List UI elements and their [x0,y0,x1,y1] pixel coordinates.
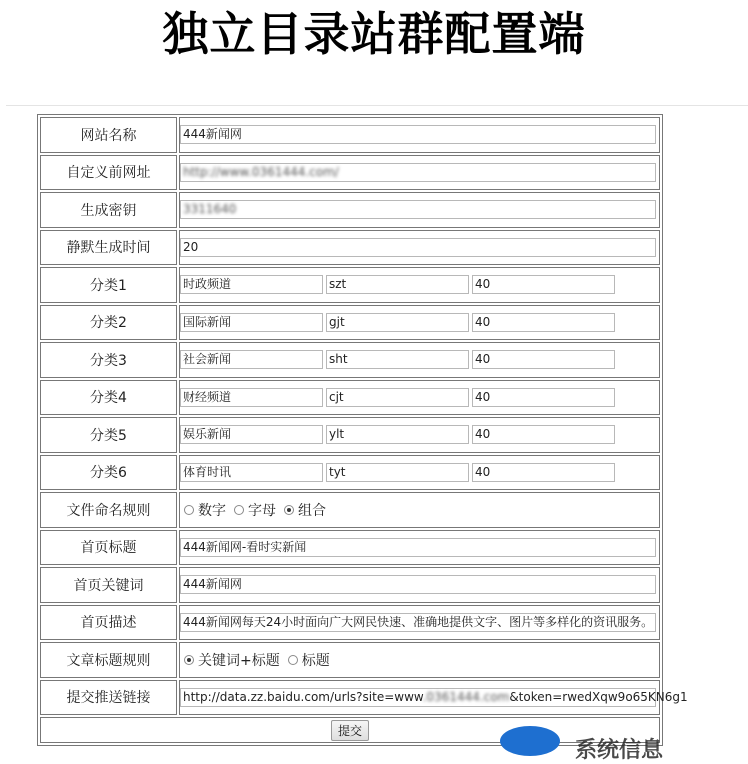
radio-combined[interactable] [284,505,294,515]
site-name-label: 网站名称 [40,117,177,153]
file-rule-label: 文件命名规则 [40,492,177,528]
site-name-input[interactable]: 444新闻网 [180,125,656,144]
row-file-rule [40,492,660,528]
category-slug-input[interactable]: tyt [326,463,469,482]
category-count-input[interactable]: 40 [472,388,615,407]
category-label: 分类6 [40,455,177,491]
radio-label: 标题 [301,652,330,669]
category-name-input[interactable]: 社会新闻 [180,350,323,369]
category-name-input[interactable]: 财经频道 [180,388,323,407]
row-push-link [40,680,660,716]
category-name-input[interactable]: 时政频道 [180,275,323,294]
category-name-input[interactable]: 娱乐新闻 [180,425,323,444]
row-static-time [40,230,660,266]
category-slug-input[interactable]: gjt [326,313,469,332]
category-count-input[interactable]: 40 [472,313,615,332]
row-category-5 [40,417,660,453]
page-title: 独立目录站群配置端 [162,7,586,61]
radio-label: 字母 [248,502,276,519]
category-label: 分类4 [40,380,177,416]
divider [6,105,748,106]
home-desc-label: 首页描述 [40,605,177,641]
secret-label: 生成密钥 [40,192,177,228]
secret-input[interactable] [180,200,656,219]
file-rule-radio-group [180,500,659,520]
home-keywords-label: 首页关键词 [40,567,177,603]
category-label: 分类1 [40,267,177,303]
home-title-label: 首页标题 [40,530,177,566]
category-slug-input[interactable]: ylt [326,425,469,444]
push-link-prefix: http://data.zz.baidu.com/urls?site=www [183,689,423,704]
radio-title[interactable] [288,655,298,665]
row-category-2 [40,305,660,341]
category-label: 分类2 [40,305,177,341]
category-name-input[interactable]: 国际新闻 [180,313,323,332]
radio-letter[interactable] [234,505,244,515]
static-time-input[interactable]: 20 [180,238,656,257]
row-category-6 [40,455,660,491]
radio-number[interactable] [184,505,194,515]
category-slug-input[interactable]: cjt [326,388,469,407]
row-site-name [40,117,660,153]
row-prefix-url [40,155,660,191]
watermark-text: 系统信息 [575,738,664,763]
radio-label: 数字 [198,502,226,519]
category-count-input[interactable]: 40 [472,425,615,444]
secret-value: 3311640 [183,202,237,217]
category-label: 分类5 [40,417,177,453]
static-time-label: 静默生成时间 [40,230,177,266]
row-category-4 [40,380,660,416]
watermark-logo-icon [500,726,560,756]
row-article-rule [40,642,660,678]
radio-label: 组合 [298,502,326,519]
push-link-input[interactable] [180,688,688,707]
row-home-keywords [40,567,660,603]
push-link-label: 提交推送链接 [40,680,177,716]
radio-keyword-title[interactable] [184,655,194,665]
submit-button[interactable]: 提交 [331,720,369,741]
home-title-input[interactable]: 444新闻网-看时实新闻 [180,538,656,557]
row-home-title [40,530,660,566]
row-secret [40,192,660,228]
row-home-desc [40,605,660,641]
prefix-url-value: http://www.0361444.com/ [183,164,339,179]
home-keywords-input[interactable]: 444新闻网 [180,575,656,594]
article-rule-radio-group [180,650,659,670]
row-submit [40,717,660,743]
prefix-url-input[interactable] [180,163,656,182]
category-label: 分类3 [40,342,177,378]
category-count-input[interactable]: 40 [472,275,615,294]
category-count-input[interactable]: 40 [472,463,615,482]
row-category-1 [40,267,660,303]
config-form [37,114,688,746]
push-link-blurred: .0361444.com [422,689,510,704]
category-slug-input[interactable]: sht [326,350,469,369]
prefix-url-label: 自定义前网址 [40,155,177,191]
category-slug-input[interactable]: szt [326,275,469,294]
row-category-3 [40,342,660,378]
category-name-input[interactable]: 体育时讯 [180,463,323,482]
article-rule-label: 文章标题规则 [40,642,177,678]
push-link-suffix: &token=rwedXqw9o65KN6g1 [509,689,688,704]
category-count-input[interactable]: 40 [472,350,615,369]
radio-label: 关键词+标题 [198,652,280,669]
home-desc-input[interactable]: 444新闻网每天24小时面向广大网民快速、准确地提供文字、图片等多样化的资讯服务。 [180,613,656,632]
